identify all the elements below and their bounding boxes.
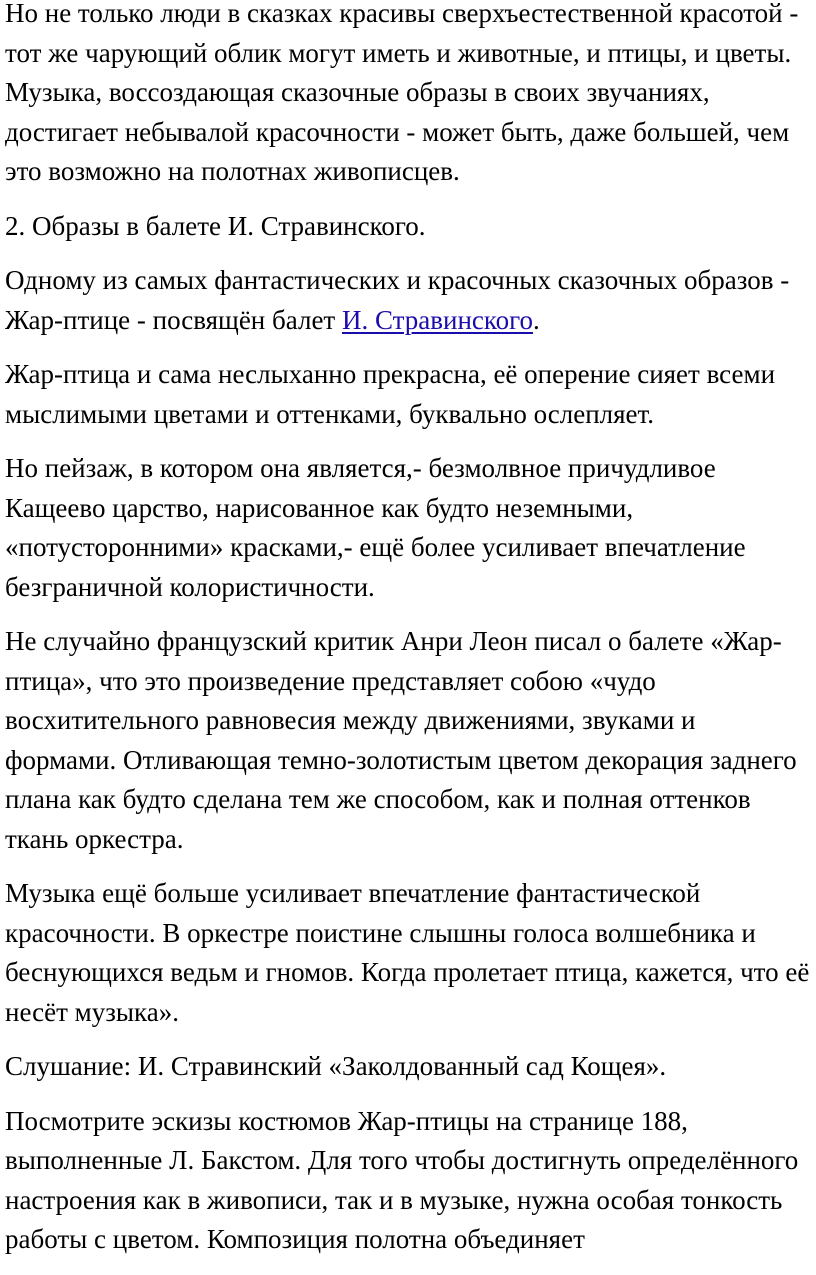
paragraph-music-colour: Музыка ещё больше усиливает впечатление фантастической красочности. В оркестре поистине слышны голоса волшебника и беснующихся ведьм и гномов. Когда пролетает птица, кажется, что её несёт музыка». — [5, 878, 810, 1027]
document-page — [5, 0, 813, 1275]
paragraph-costume-sketches: Посмотрите эскизы костюмов Жар-птицы на странице 188, выполненные Л. Бакстом. Для того чтобы достигнуть определённого настроения как в живописи, так и в музыке, нужна особая тонкость работы с цветом. Композиция полотна объединяет — [5, 1105, 799, 1254]
paragraph-intro: Но не только люди в сказках красивы сверхъестественной красотой - тот же чарующий облик могут иметь и животные, и птицы, и цветы. Музыка, воссоздающая сказочные образы в своих звучаниях, достигает небывалой красочности - может быть, даже большей, чем это возможно на полотнах живописцев. — [5, 0, 799, 186]
paragraph-text-before-link: Одному из самых фантастических и красочных сказочных образов - Жар-птице - посвящён балет — [5, 265, 790, 335]
paragraph-critic-quote: Не случайно французский критик Анри Леон писал о балете «Жар-птица», что это произведение представляет собою «чудо восхитительного равновесия между движениями, звуками и формами. Отливающая темно-золотистым цветом декорация заднего плана как будто сделана тем же способом, как и полная оттенков ткань оркестра. — [5, 626, 797, 854]
paragraph-firebird-description: Жар-птица и сама неслыханно прекрасна, её оперение сияет всеми мыслимыми цветами и оттенками, буквально ослепляет. — [5, 359, 776, 429]
stravinsky-link[interactable]: И. Стравинского — [341, 304, 534, 335]
section-heading: 2. Образы в балете И. Стравинского. — [5, 210, 426, 241]
paragraph-text-after-link: . — [533, 304, 540, 335]
paragraph-firebird-ballet — [5, 261, 813, 340]
paragraph-listening: Слушание: И. Стравинский «Заколдованный сад Кощея». — [5, 1051, 667, 1081]
paragraph-landscape: Но пейзаж, в котором она является,- безмолвное причудливое Кащеево царство, нарисованное как будто неземными, «потусторонними» красками,- ещё более усиливает впечатление безграничной колористичности. — [5, 453, 746, 602]
